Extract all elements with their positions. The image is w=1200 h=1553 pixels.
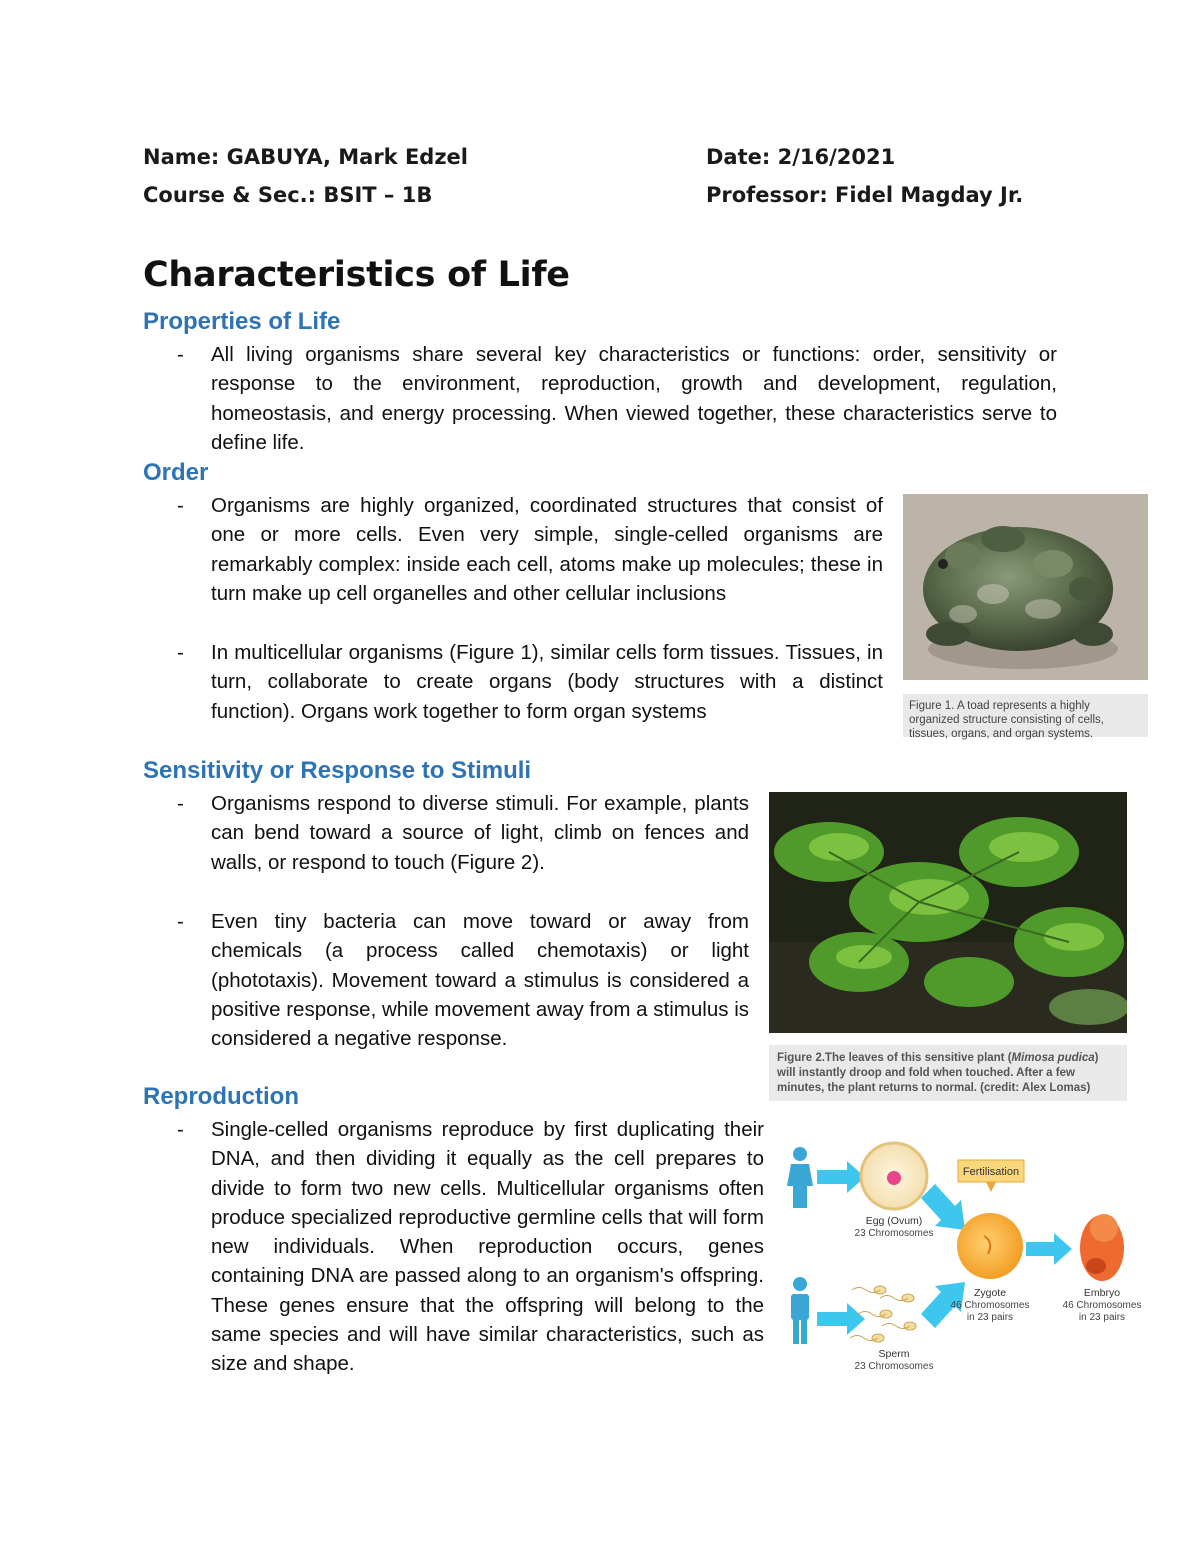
embryo-sub-2: in 23 pairs [1078, 1312, 1126, 1323]
bullet-text: Single-celled organisms reproduce by first duplicating their DNA, and then dividing it equally as the cell prepares to divide to form two new cells. Multicellular organisms often produce specialized reproductive germline cells that will form new individuals. When reproduction occurs, genes containing DNA are passed along to an organism's offspring. These genes ensure that the offspring will belong to the same species and will have similar characteristics, such as size and shape. [211, 1118, 764, 1376]
name-line: Name: GABUYA, Mark Edzel [143, 145, 468, 169]
figure-3-fertilisation-diagram [782, 1128, 1142, 1390]
figure-1-toad-photo [903, 494, 1148, 680]
mimosa-image [769, 792, 1127, 1033]
course-line: Course & Sec.: BSIT – 1B [143, 183, 433, 207]
embryo-sub-1: 46 Chromosomes [1062, 1300, 1142, 1311]
egg-sub: 23 Chromosomes [854, 1228, 934, 1239]
egg-label: Egg (Ovum) [865, 1215, 923, 1227]
fertilisation-diagram [782, 1128, 1142, 1390]
fertilisation-label: Fertilisation [962, 1166, 1020, 1178]
zygote-label: Zygote [973, 1287, 1007, 1299]
list-item [177, 491, 883, 608]
bullet-dash: - [177, 910, 184, 933]
zygote-sub-2: in 23 pairs [966, 1312, 1014, 1323]
zygote-sub-1: 46 Chromosomes [950, 1300, 1030, 1311]
sperm-cells [872, 1286, 916, 1342]
professor-line: Professor: Fidel Magday Jr. [706, 183, 1024, 207]
list-item [177, 1115, 764, 1379]
list-item [177, 907, 749, 1053]
bullet-text: Organisms are highly organized, coordinated structures that consist of one or more cells. Even very simple, single-celled organisms are remarkably complex: inside each cell, atoms make up molecules; these in turn make up cell organelles and other cellular inclusions [211, 494, 883, 605]
arrow-right-icon [817, 1303, 865, 1335]
figure-2-mimosa-photo [769, 792, 1127, 1033]
bullet-dash: - [177, 343, 184, 366]
bullet-dash: - [177, 641, 184, 664]
arrow-right-icon [817, 1161, 865, 1193]
bullet-text: All living organisms share several key characteristics or functions: order, sensitivity or response to the environment, reproduction, growth and development, regulation, homeostasis, and energy processing. When viewed together, these characteristics serve to define life. [211, 343, 1057, 454]
bullet-text: Even tiny bacteria can move toward or away from chemicals (a process called chemotaxis) or light (phototaxis). Movement toward a stimulus is considered a positive response, while movement away from a stimulus is considered a negative response. [211, 910, 749, 1051]
list-item [177, 340, 1057, 457]
arrow-right-icon [1026, 1233, 1072, 1265]
figure-2-caption-suffix: ) will instantly droop and fold when touched. After a few minutes, the plant returns to normal. (credit: Alex Lomas) [777, 1052, 1099, 1094]
arrow-down-right-icon [921, 1184, 965, 1230]
female-figure-icon [787, 1147, 813, 1208]
sperm-sub: 23 Chromosomes [854, 1361, 934, 1372]
section-heading-order: Order [143, 459, 209, 486]
toad-image [903, 494, 1148, 680]
list-item [177, 789, 749, 877]
egg-nucleus [887, 1171, 901, 1185]
figure-2-caption-prefix: Figure 2.The leaves of this sensitive plant ( [777, 1052, 1012, 1064]
section-heading-sensitivity: Sensitivity or Response to Stimuli [143, 757, 532, 784]
bullet-text: Organisms respond to diverse stimuli. For example, plants can bend toward a source of light, climb on fences and walls, or respond to touch (Figure 2). [211, 792, 749, 874]
bullet-dash: - [177, 792, 184, 815]
figure-2-caption [769, 1045, 1127, 1101]
figure-1-caption: Figure 1. A toad represents a highly organized structure consisting of cells, tissues, organs, and organ systems. [903, 694, 1148, 737]
section-heading-properties: Properties of Life [143, 308, 341, 335]
male-figure-icon [791, 1277, 809, 1344]
figure-2-caption-species: Mimosa pudica [1011, 1052, 1095, 1064]
bullet-text: In multicellular organisms (Figure 1), similar cells form tissues. Tissues, in turn, collaborate to create organs (body structures with a distinct function). Organs work together to form organ systems [211, 641, 883, 723]
bullet-dash: - [177, 1118, 184, 1141]
bullet-dash: - [177, 494, 184, 517]
embryo-label: Embryo [1083, 1287, 1121, 1299]
embryo-icon [1080, 1214, 1124, 1281]
list-item [177, 638, 883, 726]
sperm-label: Sperm [878, 1348, 910, 1360]
page-title: Characteristics of Life [143, 255, 570, 295]
date-line: Date: 2/16/2021 [706, 145, 896, 169]
section-heading-reproduction: Reproduction [143, 1083, 299, 1110]
